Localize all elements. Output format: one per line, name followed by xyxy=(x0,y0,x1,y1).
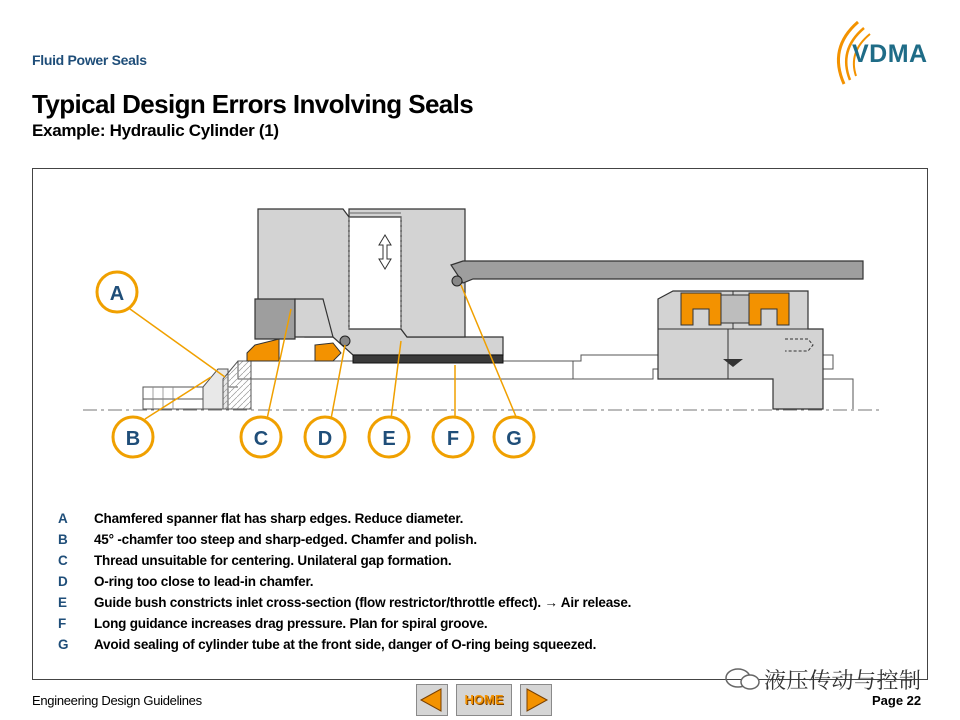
o-ring-g xyxy=(452,276,462,286)
note-letter: F xyxy=(58,616,67,631)
marker-e xyxy=(369,417,409,457)
footer-label: Engineering Design Guidelines xyxy=(32,693,202,708)
note-item xyxy=(58,508,918,529)
note-letter: E xyxy=(58,595,67,610)
next-page-button[interactable] xyxy=(520,684,552,716)
marker-g-label: G xyxy=(506,428,522,450)
vdma-logo: VDMA xyxy=(852,40,928,68)
note-text: 45° -chamfer too steep and sharp-edged. Chamfer and polish. xyxy=(94,532,477,547)
wiper-seal-orange xyxy=(315,343,341,361)
error-notes-list xyxy=(58,508,918,655)
marker-f-label: F xyxy=(446,428,460,450)
cylinder-tube xyxy=(451,261,863,283)
rod-seal-orange xyxy=(247,339,279,361)
note-item xyxy=(58,571,918,592)
watermark-text: 液压传动与控制 xyxy=(764,669,922,694)
note-letter: G xyxy=(58,637,69,652)
marker-a xyxy=(97,272,137,312)
marker-d-label: D xyxy=(317,428,333,450)
o-ring-d xyxy=(340,336,350,346)
note-item xyxy=(58,550,918,571)
marker-b-label: B xyxy=(125,428,141,450)
prev-page-button[interactable] xyxy=(416,684,448,716)
marker-g xyxy=(494,417,534,457)
page-subtitle: Example: Hydraulic Cylinder (1) xyxy=(32,121,279,140)
note-letter: A xyxy=(58,511,68,526)
note-text: Guide bush constricts inlet cross-section (flow restrictor/throttle effect). → Air release. xyxy=(94,595,632,610)
note-letter: C xyxy=(58,553,68,568)
note-item xyxy=(58,529,918,550)
marker-d xyxy=(305,417,345,457)
marker-c xyxy=(241,417,281,457)
note-item xyxy=(58,613,918,634)
arrow-left-icon xyxy=(417,685,447,715)
note-letter: D xyxy=(58,574,68,589)
marker-b xyxy=(113,417,153,457)
cylinder-cross-section-diagram xyxy=(33,169,927,489)
note-text: Chamfered spanner flat has sharp edges. Reduce diameter. xyxy=(94,511,464,526)
arrow-right-icon xyxy=(521,685,551,715)
note-text: Thread unsuitable for centering. Unilateral gap formation. xyxy=(94,553,452,568)
guide-bush xyxy=(353,355,503,363)
flow-arrow xyxy=(379,235,391,269)
note-item xyxy=(58,634,918,655)
note-text: O-ring too close to lead-in chamfer. xyxy=(94,574,314,589)
marker-a-label: A xyxy=(109,283,125,305)
marker-c-label: C xyxy=(253,428,269,450)
note-text: Avoid sealing of cylinder tube at the front side, danger of O-ring being squeezed. xyxy=(94,637,597,652)
section-label: Fluid Power Seals xyxy=(32,52,147,68)
page-title: Typical Design Errors Involving Seals xyxy=(32,89,474,119)
note-letter: B xyxy=(58,532,68,547)
page-number: Page 22 xyxy=(872,693,922,708)
marker-e-label: E xyxy=(382,428,396,450)
home-button[interactable]: HOME xyxy=(456,684,512,716)
note-item xyxy=(58,592,918,613)
marker-f xyxy=(433,417,473,457)
note-text: Long guidance increases drag pressure. Plan for spiral groove. xyxy=(94,616,488,631)
